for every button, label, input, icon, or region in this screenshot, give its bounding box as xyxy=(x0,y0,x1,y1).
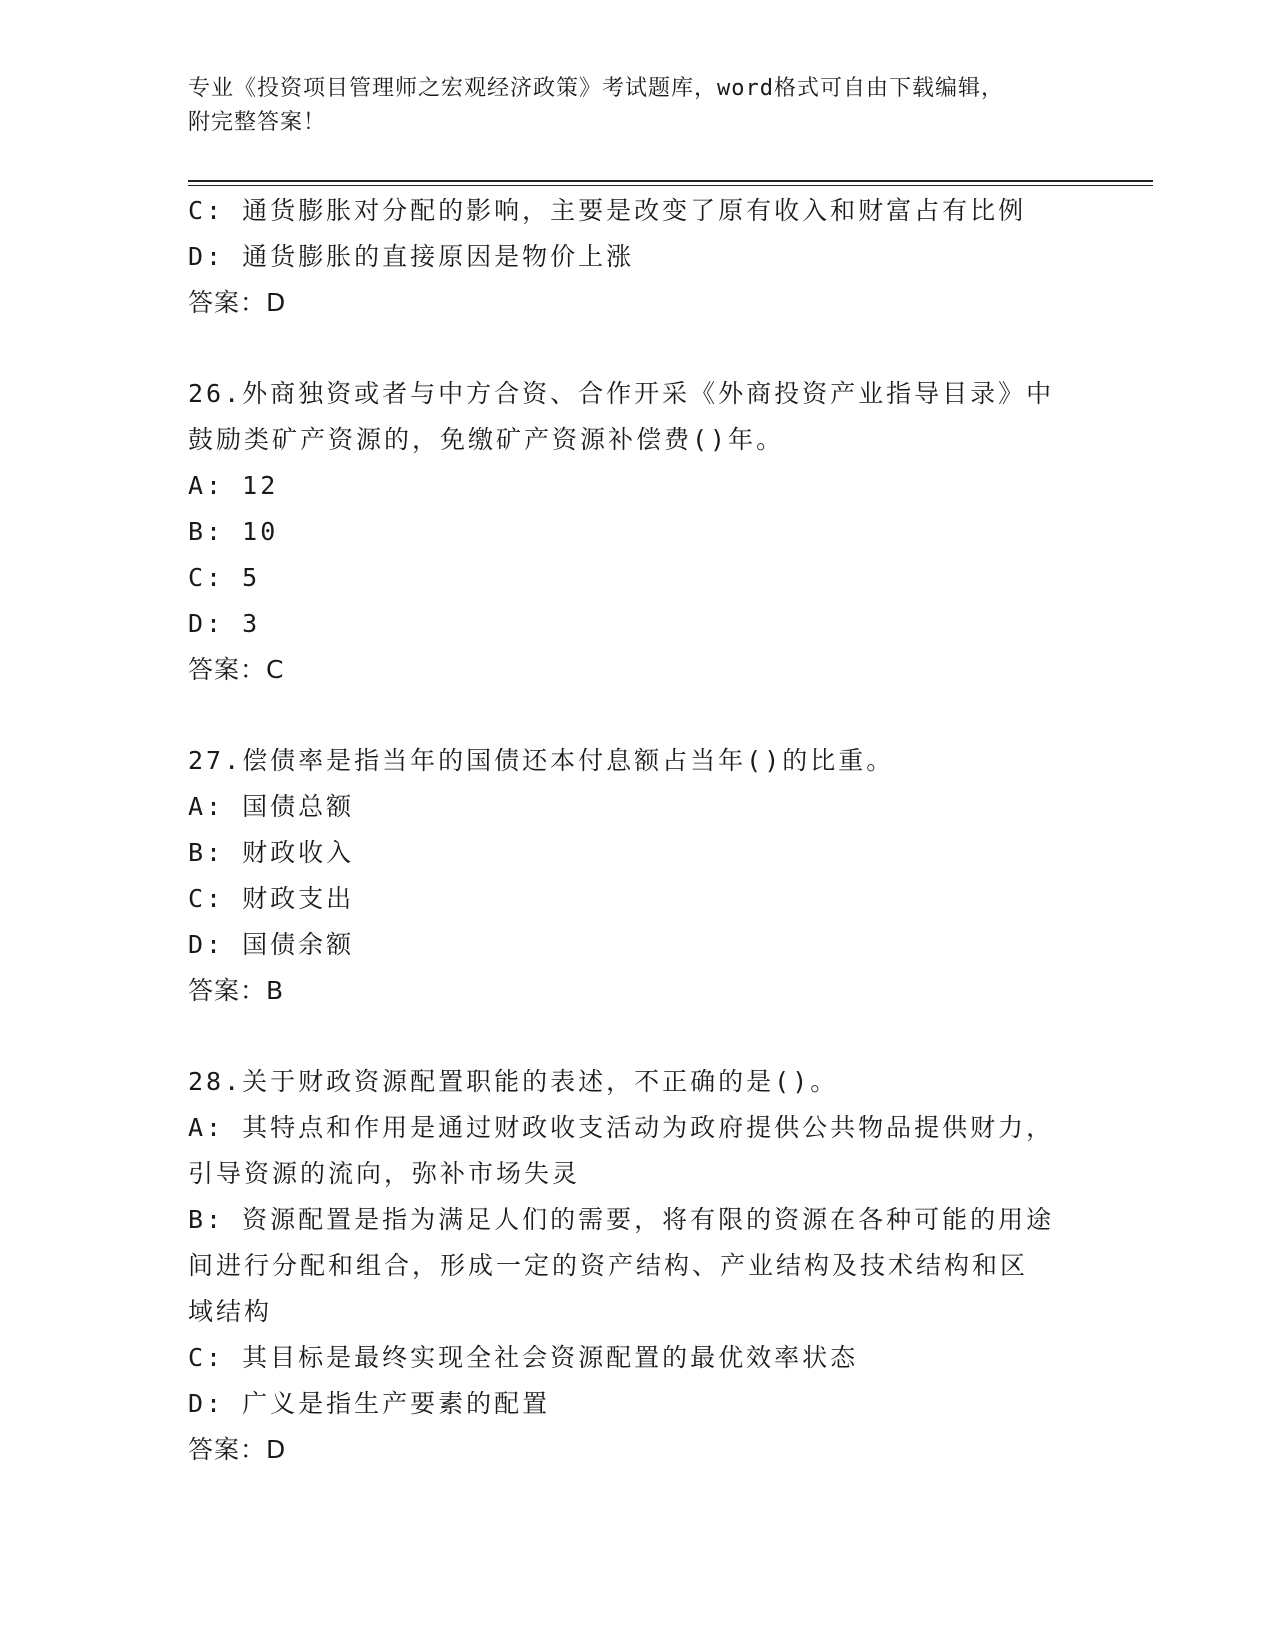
option-a-line-2: 引导资源的流向，弥补市场失灵 xyxy=(188,1159,581,1188)
spacer xyxy=(188,326,1088,371)
option-a-line-1: A: 其特点和作用是通过财政收支活动为政府提供公共物品提供财力， xyxy=(188,1113,1055,1142)
option-b: B: 10 xyxy=(188,517,279,546)
option-c: C: 财政支出 xyxy=(188,884,355,913)
option-b-line-1: B: 资源配置是指为满足人们的需要，将有限的资源在各种可能的用途 xyxy=(188,1205,1055,1234)
option-b-line-3: 域结构 xyxy=(188,1297,273,1326)
header-divider-thin xyxy=(188,185,1153,186)
option-d: D: 通货膨胀的直接原因是物价上涨 xyxy=(188,242,635,271)
answer-line: 答案：D xyxy=(188,288,287,317)
spacer xyxy=(188,693,1088,738)
option-c: C: 5 xyxy=(188,563,261,592)
header-line-1: 专业《投资项目管理师之宏观经济政策》考试题库，word格式可自由下载编辑， xyxy=(188,76,1004,101)
question-28 xyxy=(188,1059,1088,1473)
option-b: B: 财政收入 xyxy=(188,838,355,867)
answer-line: 答案：C xyxy=(188,655,285,684)
question-27 xyxy=(188,738,1088,1014)
question-25-continued xyxy=(188,188,1088,326)
question-content xyxy=(188,188,1088,1473)
header-line-2: 附完整答案！ xyxy=(188,110,327,135)
question-title-line-1: 27.偿债率是指当年的国债还本付息额占当年()的比重。 xyxy=(188,746,895,775)
question-title-line-1: 26.外商独资或者与中方合资、合作开采《外商投资产业指导目录》中 xyxy=(188,379,1055,408)
option-d: D: 广义是指生产要素的配置 xyxy=(188,1389,551,1418)
option-b-line-2: 间进行分配和组合，形成一定的资产结构、产业结构及技术结构和区 xyxy=(188,1251,1029,1280)
option-c: C: 其目标是最终实现全社会资源配置的最优效率状态 xyxy=(188,1343,859,1372)
answer-line: 答案：B xyxy=(188,976,285,1005)
option-d: D: 3 xyxy=(188,609,261,638)
option-c: C: 通货膨胀对分配的影响，主要是改变了原有收入和财富占有比例 xyxy=(188,196,1027,225)
header-divider-thick xyxy=(188,180,1153,182)
spacer xyxy=(188,1014,1088,1059)
option-d: D: 国债余额 xyxy=(188,930,355,959)
question-title-line-1: 28.关于财政资源配置职能的表述，不正确的是()。 xyxy=(188,1067,839,1096)
answer-line: 答案：D xyxy=(188,1435,287,1464)
question-title-line-2: 鼓励类矿产资源的，免缴矿产资源补偿费()年。 xyxy=(188,425,785,454)
option-a: A: 12 xyxy=(188,471,279,500)
option-a: A: 国债总额 xyxy=(188,792,355,821)
document-header xyxy=(188,72,1068,140)
question-26 xyxy=(188,371,1088,693)
